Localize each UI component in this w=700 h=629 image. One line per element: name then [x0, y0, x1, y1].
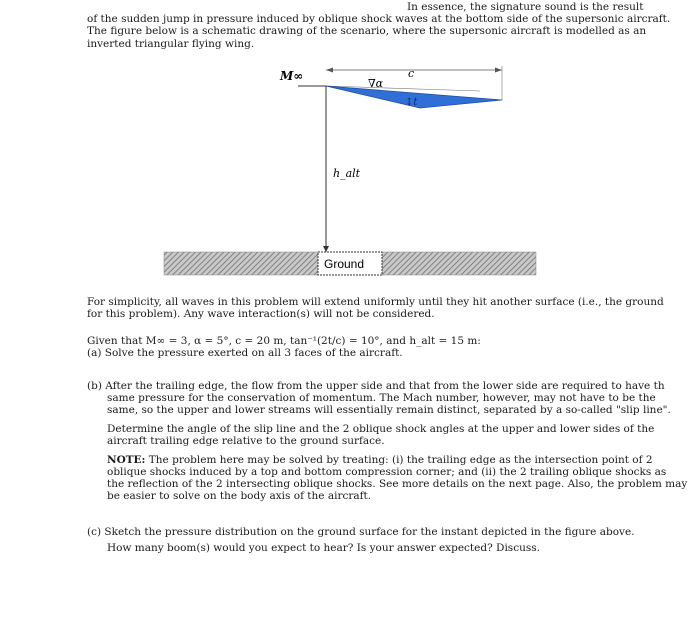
thickness-label: ↕t	[405, 97, 418, 108]
part-b-line-8: the reflection of the 2 intersecting oblique shocks. See more details on the next page. Also, the problem may	[107, 478, 688, 490]
ground-hatch-left	[164, 252, 318, 275]
part-b-line-5: aircraft trailing edge relative to the ground surface.	[107, 435, 385, 447]
ground-label: Ground	[324, 257, 365, 271]
altitude-arrow-icon	[323, 246, 329, 252]
simplicity-line-1: For simplicity, all waves in this problem will extend uniformly until they hit another surface (i.e., the ground	[87, 296, 664, 308]
chord-arrow-left-icon	[326, 68, 333, 73]
mach-label: M∞	[280, 69, 304, 83]
intro-line-3: The figure below is a schematic drawing of the scenario, where the supersonic aircraft is modelled as an	[87, 25, 647, 37]
ground-hatch-right	[382, 252, 536, 275]
part-b-line-2: same pressure for the conservation of momentum. The Mach number, however, may not have to be the	[107, 392, 656, 404]
part-b-line-9: be easier to solve on the body axis of the aircraft.	[107, 490, 372, 502]
chord-arrow-right-icon	[495, 68, 502, 73]
part-b-line-3: same, so the upper and lower streams will essentially remain distinct, separated by a so-called "slip line".	[107, 404, 671, 416]
altitude-label: h_alt	[333, 167, 361, 180]
note-text: The problem here may be solved by treating: (i) the trailing edge as the intersection point of 2	[148, 454, 653, 466]
chord-label: c	[408, 67, 415, 80]
given-line: Given that M∞ = 3, α = 5°, c = 20 m, tan⁻¹(2t/c) = 10°, and h_alt = 15 m:	[87, 335, 481, 347]
alpha-label: ∇α	[368, 77, 384, 90]
schematic-figure	[0, 0, 700, 290]
intro-line-1: In essence, the signature sound is the result	[407, 1, 644, 13]
part-c-line-2: How many boom(s) would you expect to hear? Is your answer expected? Discuss.	[107, 542, 540, 554]
simplicity-line-2: for this problem). Any wave interaction(s) will not be considered.	[87, 308, 435, 320]
part-b-note	[107, 454, 653, 466]
part-c-line-1: (c) Sketch the pressure distribution on the ground surface for the instant depicted in the figure above.	[87, 526, 635, 538]
part-b-line-1: (b) After the trailing edge, the flow from the upper side and that from the lower side are required to have th	[87, 380, 665, 392]
part-b-line-7: oblique shocks induced by a top and bottom compression corner; and (ii) the 2 trailing oblique shocks as	[107, 466, 667, 478]
note-label: NOTE:	[107, 454, 146, 466]
part-b-line-4: Determine the angle of the slip line and the 2 oblique shock angles at the upper and lower sides of the	[107, 423, 655, 435]
intro-line-2: of the sudden jump in pressure induced by oblique shock waves at the bottom side of the supersonic aircraft.	[87, 13, 671, 25]
intro-line-4: inverted triangular flying wing.	[87, 38, 255, 50]
part-a-line: (a) Solve the pressure exerted on all 3 faces of the aircraft.	[87, 347, 403, 359]
